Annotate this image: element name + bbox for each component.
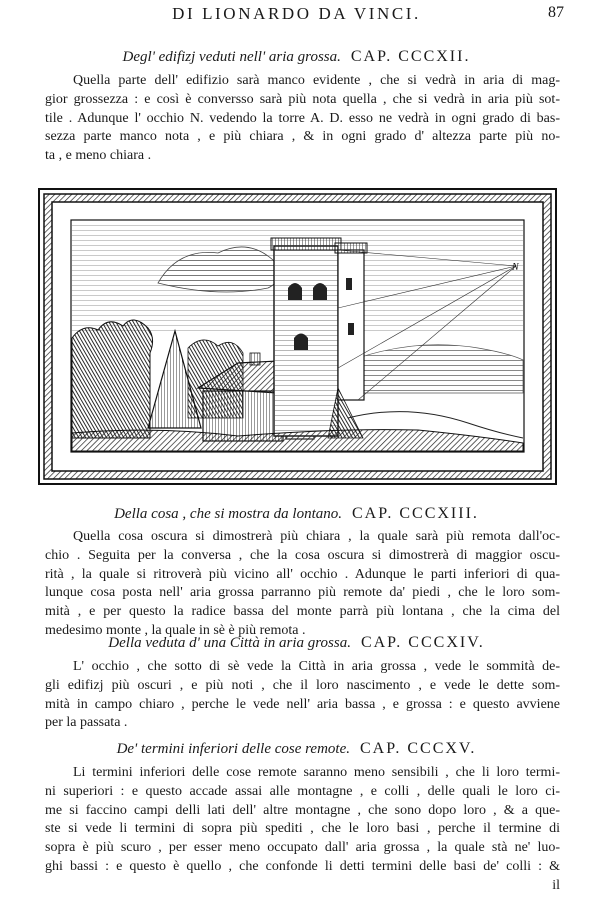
catchword: il: [552, 877, 560, 893]
text-line: Li termini inferiori delle cose remote saranno meno sensibili , che li loro termi-: [73, 765, 560, 780]
section-title: De' termini inferiori delle cose remote.: [116, 741, 350, 757]
eye-label: N: [512, 262, 519, 273]
chapter-number: CAP. CCCXV.: [360, 740, 477, 757]
text-line: sopra è più scuro , per esser meno occupato dall' aria grossa , la quale stà ne' luo-: [45, 840, 560, 856]
text-line: ste si vede li termini di sopra più spediti , che le loro basi , perche il termine di: [45, 821, 560, 837]
text-line: mità , e per questo la radice bassa del monte parrà più lontana , che la cima del: [45, 604, 560, 620]
section-title: Della veduta d' una Città in aria grossa.: [108, 635, 351, 651]
section-paragraph: [45, 72, 560, 166]
text-line: per la passata .: [45, 715, 128, 731]
text-line: lunque cosa posta nell' aria grossa parranno più remote da' piedi , che le loro som-: [45, 585, 560, 601]
section-title: Della cosa , che si mostra da lontano.: [114, 506, 342, 522]
page-number: 87: [548, 4, 564, 21]
text-line: Quella cosa oscura si dimostrerà più chiara , la quale sarà più remota dall'oc-: [73, 529, 560, 544]
chapter-number: CAP. CCCXIII.: [352, 505, 479, 522]
section-heading: [0, 634, 593, 652]
text-line: mità in campo chiaro , perche le vede nell' aria bassa , e grossa : e questo avviene: [45, 696, 560, 712]
chapter-number: CAP. CCCXIV.: [360, 634, 485, 651]
engraving-illustration: [38, 188, 557, 485]
text-line: medesimo monte , la quale in sè è più remota .: [45, 622, 306, 638]
text-line: ghi bassi : e questo è quello , che confonde li detti termini delle basi de' colli : &: [45, 858, 560, 874]
running-head-title: DI LIONARDO DA VINCI.: [172, 4, 421, 23]
section-paragraph: [45, 658, 560, 733]
section-heading: [0, 48, 593, 66]
text-line: tile . Adunque l' occhio N. vedendo la torre A. D. esso ne vedrà in ogni grado di bas-: [45, 110, 560, 126]
text-line: ta , e meno chiara .: [45, 148, 152, 164]
text-line: ni superiori : e questo accade assai alle montagne , e colli , delle quali le loro ci-: [45, 783, 560, 799]
engraving-plate: [38, 188, 557, 485]
text-line: gli edifizj più oscuri , e più noti , che il loro nascimento , e vede le dette som-: [45, 677, 560, 693]
section-paragraph: [45, 764, 560, 896]
text-line: sezza parte manco nota , e più chiara , & in ogni grado d' altezza parte più no-: [45, 129, 560, 145]
section-heading: [0, 740, 593, 758]
text-line: rità , la quale si ritroverà più vicino all' occhio . Adunque le parti inferiori di qua-: [45, 566, 560, 582]
section-heading: [0, 505, 593, 523]
section-paragraph: [45, 528, 560, 641]
text-line: gior grossezza : e così è conversso sarà più nota quella , che si vedrà in aria più sot-: [45, 91, 560, 107]
text-line: me si faccino campi delli lati dell' altre montagne , che sono dopo loro , & a que-: [45, 802, 560, 818]
running-head: [0, 2, 593, 26]
text-line: chio . Seguita per la conversa , che la cosa oscura si dimostrerà di maggior oscu-: [45, 547, 560, 563]
text-line: Quella parte dell' edifizio sarà manco evidente , che si vedrà in aria di mag-: [73, 73, 560, 88]
chapter-number: CAP. CCCXII.: [350, 48, 471, 65]
text-line: L' occhio , che sotto di sè vede la Città in aria grossa , vede le sommità de-: [73, 659, 560, 674]
section-title: Degl' edifizj veduti nell' aria grossa.: [122, 49, 341, 65]
